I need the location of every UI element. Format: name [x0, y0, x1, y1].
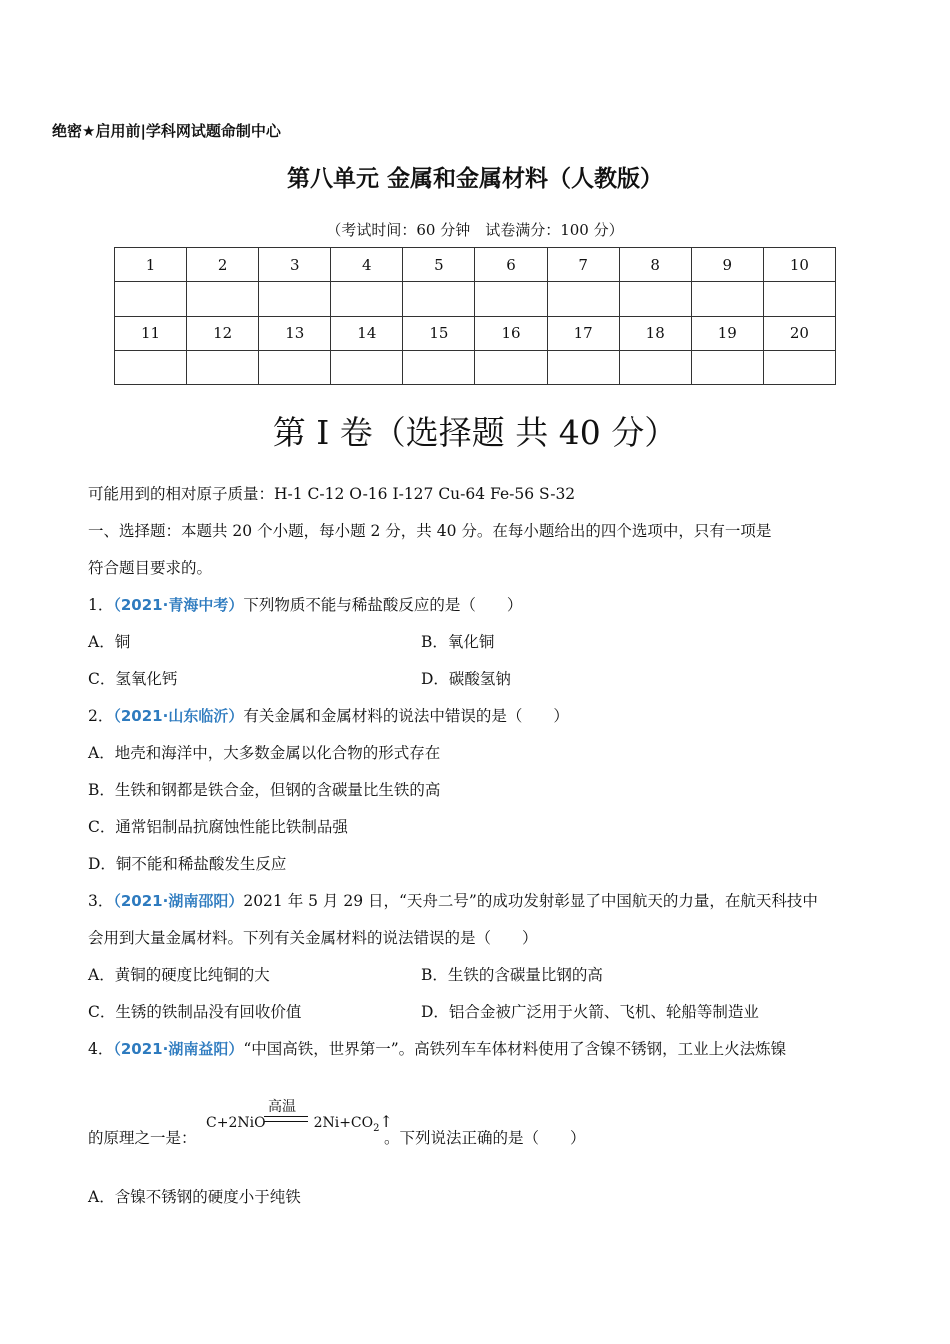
question-number: 1． — [88, 596, 114, 614]
answer-blank-cell — [115, 282, 187, 316]
question-1 — [88, 593, 522, 615]
answer-table-blank-row — [115, 350, 836, 384]
answer-cell-label: 13 — [259, 316, 331, 350]
answer-cell-label: 5 — [403, 248, 475, 282]
option-c: C．通常铝制品抗腐蚀性能比铁制品强 — [88, 818, 348, 836]
answer-blank-cell — [259, 282, 331, 316]
answer-cell-label: 15 — [403, 316, 475, 350]
equation-body — [206, 1112, 393, 1134]
answer-cell-label: 10 — [763, 248, 835, 282]
question-4-stem-after: 。下列说法正确的是（ ） — [384, 1129, 586, 1147]
exam-info: （考试时间：60 分钟 试卷满分：100 分） — [326, 221, 624, 239]
answer-blank-cell — [403, 282, 475, 316]
answer-blank-cell — [331, 350, 403, 384]
question-4-stem-before: 的原理之一是： — [88, 1129, 197, 1147]
question-stem: “中国高铁，世界第一”。高铁列车车体材料使用了含镍不锈钢，工业上火法炼镍 — [243, 1040, 787, 1058]
page-title: 第八单元 金属和金属材料（人教版） — [286, 166, 663, 192]
answer-table-blank-row — [115, 282, 836, 316]
answer-blank-cell — [475, 282, 547, 316]
answer-blank-cell — [691, 282, 763, 316]
question-source: （2021·青海中考） — [113, 596, 244, 614]
instructions-line-2: 符合题目要求的。 — [88, 559, 213, 577]
answer-cell-label: 7 — [547, 248, 619, 282]
question-stem: 2021 年 5 月 29 日，“天舟二号”的成功发射彰显了中国航天的力量，在航天科技中 — [243, 892, 818, 910]
answer-blank-cell — [619, 350, 691, 384]
atomic-masses: 可能用到的相对原子质量：H-1 C-12 O-16 I-127 Cu-64 Fe-56 S-32 — [88, 485, 576, 503]
instructions-line-1: 一、选择题：本题共 20 个小题，每小题 2 分，共 40 分。在每小题给出的四个选项中，只有一项是 — [88, 522, 772, 540]
answer-cell-label: 2 — [187, 248, 259, 282]
answer-blank-cell — [187, 282, 259, 316]
subscript: 2 — [373, 1122, 380, 1134]
answer-cell-label: 14 — [331, 316, 403, 350]
question-stem: 有关金属和金属材料的说法中错误的是（ ） — [243, 707, 569, 725]
answer-cell-label: 18 — [619, 316, 691, 350]
question-3 — [88, 889, 818, 911]
answer-blank-cell — [547, 282, 619, 316]
question-2 — [88, 704, 569, 726]
answer-table-header-row — [115, 248, 836, 282]
answer-blank-cell — [691, 350, 763, 384]
question-stem: 下列物质不能与稀盐酸反应的是（ ） — [243, 596, 523, 614]
option-d: D．碳酸氢钠 — [421, 670, 511, 688]
answer-cell-label: 17 — [547, 316, 619, 350]
answer-cell-label: 6 — [475, 248, 547, 282]
answer-cell-label: 11 — [115, 316, 187, 350]
question-number: 3． — [88, 892, 114, 910]
question-source: （2021·湖南邵阳） — [113, 892, 244, 910]
answer-cell-label: 4 — [331, 248, 403, 282]
option-b: B．生铁的含碳量比钢的高 — [421, 966, 603, 984]
question-source: （2021·山东临沂） — [113, 707, 244, 725]
option-a: A．黄铜的硬度比纯铜的大 — [88, 966, 270, 984]
header-note: 绝密★启用前|学科网试题命制中心 — [52, 122, 281, 140]
option-c: C．氢氧化钙 — [88, 670, 178, 688]
answer-blank-cell — [475, 350, 547, 384]
section-title: 第 I 卷（选择题 共 40 分） — [272, 413, 678, 452]
answer-blank-cell — [187, 350, 259, 384]
gas-arrow-icon: ↑ — [379, 1112, 393, 1131]
option-a: A．地壳和海洋中，大多数金属以化合物的形式存在 — [88, 744, 441, 762]
answer-table-header-row — [115, 316, 836, 350]
answer-blank-cell — [763, 350, 835, 384]
answer-blank-cell — [403, 350, 475, 384]
option-b: B．氧化铜 — [421, 633, 495, 651]
answer-blank-cell — [331, 282, 403, 316]
reaction-condition: 高温 — [268, 1099, 296, 1115]
question-number: 2． — [88, 707, 114, 725]
answer-blank-cell — [115, 350, 187, 384]
question-source: （2021·湖南益阳） — [113, 1040, 244, 1058]
answer-cell-label: 12 — [187, 316, 259, 350]
question-3-stem-cont: 会用到大量金属材料。下列有关金属材料的说法错误的是（ ） — [88, 929, 538, 947]
answer-cell-label: 16 — [475, 316, 547, 350]
question-4 — [88, 1037, 786, 1059]
answer-cell-label: 20 — [763, 316, 835, 350]
answer-cell-label: 9 — [691, 248, 763, 282]
answer-blank-cell — [763, 282, 835, 316]
answer-cell-label: 19 — [691, 316, 763, 350]
answer-cell-label: 1 — [115, 248, 187, 282]
answer-blank-cell — [619, 282, 691, 316]
option-d: D．铜不能和稀盐酸发生反应 — [88, 855, 287, 873]
products: 2Ni+CO — [313, 1115, 374, 1131]
question-number: 4． — [88, 1040, 114, 1058]
option-b: B．生铁和钢都是铁合金，但钢的含碳量比生铁的高 — [88, 781, 441, 799]
option-a: A．铜 — [88, 633, 131, 651]
answer-table — [114, 247, 836, 385]
answer-cell-label: 3 — [259, 248, 331, 282]
option-a: A．含镍不锈钢的硬度小于纯铁 — [88, 1188, 301, 1206]
answer-blank-cell — [547, 350, 619, 384]
reactants: C+2NiO — [206, 1115, 266, 1131]
option-c: C．生锈的铁制品没有回收价值 — [88, 1003, 302, 1021]
option-d: D．铝合金被广泛用于火箭、飞机、轮船等制造业 — [421, 1003, 759, 1021]
answer-cell-label: 8 — [619, 248, 691, 282]
answer-blank-cell — [259, 350, 331, 384]
